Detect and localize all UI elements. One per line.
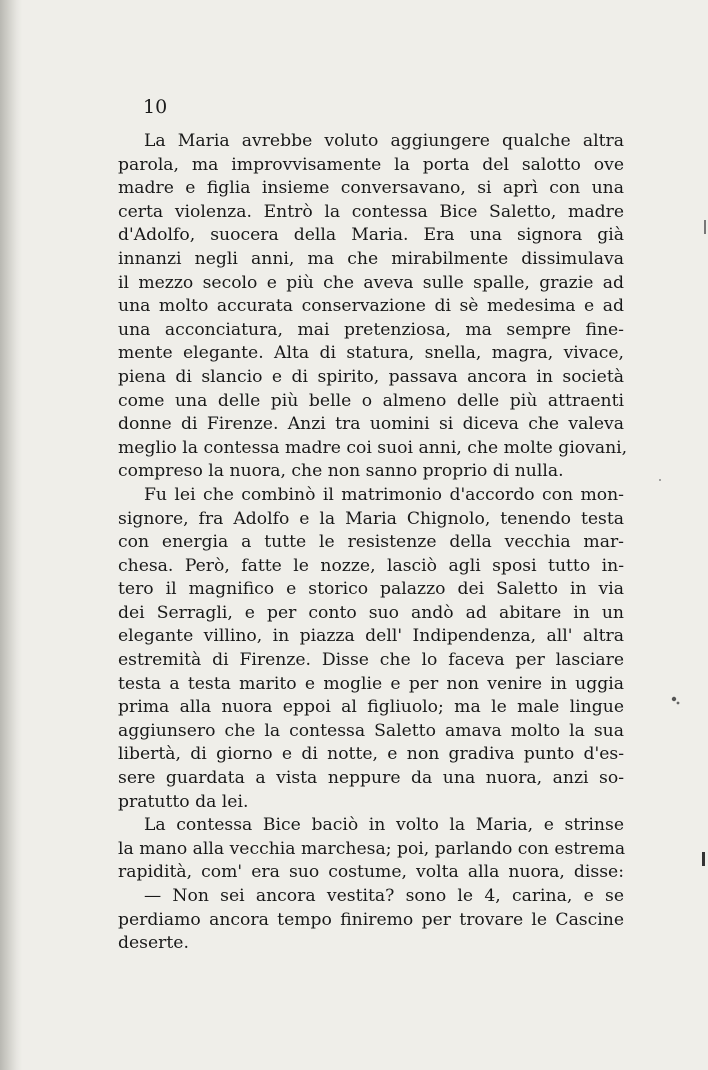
text-line: prima alla nuora eppoi al figliuolo; ma le male lingue (118, 697, 624, 718)
text-line: La Maria avrebbe voluto aggiungere qualche altra (144, 131, 624, 151)
text-line: parola, ma improvvisamente la porta del salotto ove (118, 154, 624, 175)
text-line: d'Adolfo, suocera della Maria. Era una signora già (118, 225, 624, 246)
text-line: La contessa Bice baciò in volto la Maria, e strinse (144, 815, 624, 836)
text-line: dei Serragli, e per conto suo andò ad abitare in un (118, 602, 624, 623)
text-line: certa violenza. Entrò la contessa Bice Saletto, madre (118, 201, 624, 222)
text-line: signore, fra Adolfo e la Maria Chignolo, tenendo testa (118, 508, 624, 529)
text-line: deserte. (118, 933, 189, 954)
text-line: piena di slancio e di spirito, passava ancora in società (118, 366, 624, 387)
text-line: Fu lei che combinò il matrimonio d'accordo con mon- (144, 484, 624, 505)
text-line: la mano alla vecchia marchesa; poi, parlando con estrema (118, 838, 626, 859)
text-line: madre e figlia insieme conversavano, si aprì con una (118, 178, 624, 199)
ink-speck (672, 697, 676, 701)
text-line: mente elegante. Alta di statura, snella, magra, vivace, (118, 343, 624, 364)
text-line: chesa. Però, fatte le nozze, lasciò agli sposi tutto in- (118, 555, 624, 576)
text-line: libertà, di giorno e di notte, e non gradiva punto d'es- (118, 744, 624, 765)
text-line: innanzi negli anni, ma che mirabilmente dissimulava (118, 248, 624, 269)
ink-speck (702, 852, 705, 866)
text-line: aggiunsero che la contessa Saletto amava molto la sua (118, 720, 624, 741)
ink-speck (704, 220, 706, 234)
text-line: meglio la contessa madre coi suoi anni, che molte giovani, (118, 437, 628, 458)
text-line: una molto accurata conservazione di sè medesima e ad (118, 296, 624, 317)
text-line: tero il magnifico e storico palazzo dei Saletto in via (118, 579, 624, 600)
binding-gutter-shadow (0, 0, 22, 1070)
text-line: sere guardata a vista neppure da una nuora, anzi so- (118, 768, 624, 789)
text-line: estremità di Firenze. Disse che lo faceva per lasciare (118, 650, 624, 671)
ink-speck (659, 479, 661, 481)
text-line: una acconciatura, mai pretenziosa, ma sempre fine- (118, 319, 624, 340)
text-line: elegante villino, in piazza dell' Indipendenza, all' altra (118, 626, 624, 647)
text-line: donne di Firenze. Anzi tra uomini si diceva che valeva (118, 414, 624, 435)
text-line: — Non sei ancora vestita? sono le 4, carina, e se (144, 886, 624, 906)
page-number: 10 (143, 96, 168, 118)
text-line: testa a testa marito e moglie e per non venire in uggia (118, 673, 624, 694)
text-line: con energia a tutte le resistenze della vecchia mar- (118, 532, 624, 553)
text-line: pratutto da lei. (118, 791, 249, 812)
ink-speck (677, 702, 680, 705)
text-line: compreso la nuora, che non sanno proprio di nulla. (118, 461, 564, 482)
text-line: perdiamo ancora tempo finiremo per trovare le Cascine (118, 909, 624, 930)
text-line: rapidità, com' era suo costume, volta alla nuora, disse: (118, 862, 624, 883)
text-line: come una delle più belle o almeno delle più attraenti (118, 390, 624, 411)
body-text (118, 130, 628, 956)
text-line: il mezzo secolo e più che aveva sulle spalle, grazie ad (118, 272, 624, 293)
